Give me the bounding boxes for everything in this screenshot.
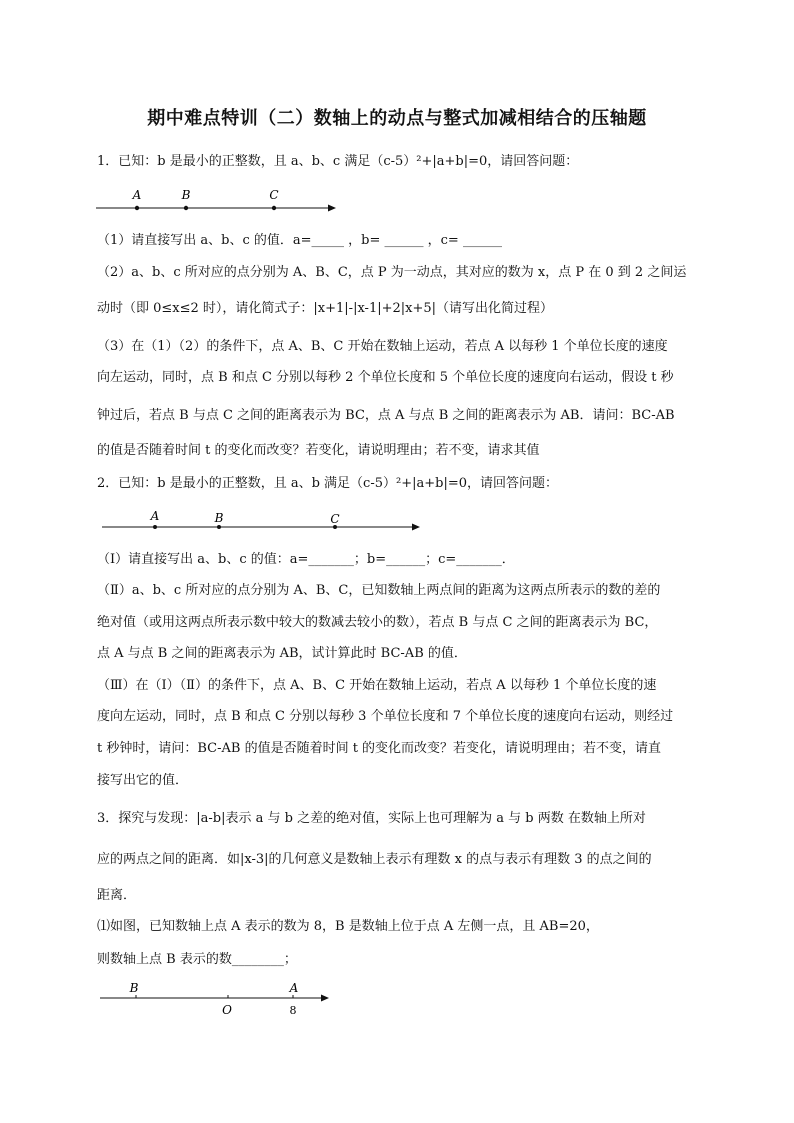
q2-part2-line2: 绝对值（或用这两点所表示数中较大的数减去较小的数），若点 B 与点 C 之间的距离表示为 BC， (97, 615, 658, 630)
q3-intro-line3: 距离． (97, 888, 137, 903)
q2-label-c: C (330, 512, 340, 526)
q3-intro-line1: 3．探究与发现：|a-b|表示 a 与 b 之差的绝对值，实际上也可理解为 a 与 b 两数 在数轴上所对 (97, 811, 646, 826)
q1-intro: 1．已知：b 是最小的正整数，且 a、b、c 满足（c-5）²+|a+b|=0，请回答问题： (97, 154, 579, 169)
q2-point-b (217, 525, 221, 529)
q1-point-a (135, 206, 139, 210)
q2-axis-arrow (412, 524, 420, 531)
q1-part3-line2: 向左运动，同时，点 B 和点 C 分别以每秒 2 个单位长度和 5 个单位长度的速度向右运动，假设 t 秒 (97, 370, 674, 385)
q2-point-a (153, 525, 157, 529)
q1-part3-line4: 的值是否随着时间 t 的变化而改变？若变化，请说明理由；若不变，请求其值 (97, 443, 540, 458)
q1-label-c: C (269, 188, 279, 202)
q3-number-line (96, 978, 336, 1020)
q1-label-b: B (181, 188, 191, 202)
q2-intro: 2．已知：b 是最小的正整数，且 a、b 满足（c-5）²+|a+b|=0，请回答问题： (97, 476, 558, 491)
q3-axis-arrow (321, 995, 329, 1002)
q1-part2-line2: 动时（即 0≤x≤2 时），请化简式子：|x+1|-|x-1|+2|x+5|（请写出化简过程） (97, 301, 554, 316)
q1-part1: （1）请直接写出 a、b、c 的值．a=_____ ，b= ______ ，c= ______ (97, 233, 502, 248)
q2-part3-line2: 度向左运动，同时，点 B 和点 C 分别以每秒 3 个单位长度和 7 个单位长度的速度向右运动，则经过 (97, 709, 674, 724)
page-title: 期中难点特训（二）数轴上的动点与整式加减相结合的压轴题 (147, 108, 647, 129)
q3-intro-line2: 应的两点之间的距离．如|x-3|的几何意义是数轴上表示有理数 x 的点与表示有理数 3 的点之间的 (97, 852, 652, 867)
q2-part3-line3: t 秒钟时，请问：BC-AB 的值是否随着时间 t 的变化而改变？若变化，请说明理由；若不变，请直 (97, 741, 662, 756)
q2-label-a: A (150, 509, 160, 523)
q2-part2-line3: 点 A 与点 B 之间的距离表示为 AB，试计算此时 BC-AB 的值． (97, 646, 467, 661)
q3-label-8: 8 (289, 1004, 297, 1017)
q1-part2-line1: （2）a、b、c 所对应的点分别为 A、B、C，点 P 为一动点，其对应的数为 x，点 P 在 0 到 2 之间运 (97, 265, 687, 280)
q1-part3-line3: 钟过后，若点 B 与点 C 之间的距离表示为 BC，点 A 与点 B 之间的距离表示为 AB．请问：BC-AB (97, 408, 675, 423)
q3-part1-line2: 则数轴上点 B 表示的数________； (97, 952, 297, 967)
q3-label-a: A (289, 981, 299, 995)
q2-part3-line1: （Ⅲ）在（Ⅰ）（Ⅱ）的条件下，点 A、B、C 开始在数轴上运动，若点 A 以每秒 1 个单位长度的速 (97, 678, 657, 693)
q1-axis-arrow (328, 205, 336, 212)
q2-part3-line4: 接写出它的值． (97, 773, 189, 788)
q2-part1: （Ⅰ）请直接写出 a、b、c 的值：a=_______；b=______；c=_______． (97, 552, 515, 567)
q2-part2-line1: （Ⅱ）a、b、c 所对应的点分别为 A、B、C，已知数轴上两点间的距离为这两点所表示的数的差的 (97, 583, 661, 598)
q3-label-o: O (222, 1003, 232, 1017)
q2-number-line (98, 508, 428, 538)
q1-point-c (272, 206, 276, 210)
q3-part1-line1: ⑴如图，已知数轴上点 A 表示的数为 8，B 是数轴上位于点 A 左侧一点，且 AB=20， (97, 919, 599, 934)
q2-label-b: B (214, 511, 224, 525)
q1-number-line (92, 186, 342, 218)
q1-label-a: A (132, 188, 142, 202)
q3-label-b: B (129, 981, 139, 995)
q1-part3-line1: （3）在（1）（2）的条件下，点 A、B、C 开始在数轴上运动，若点 A 以每秒 1 个单位长度的速度 (97, 339, 668, 354)
q1-point-b (184, 206, 188, 210)
